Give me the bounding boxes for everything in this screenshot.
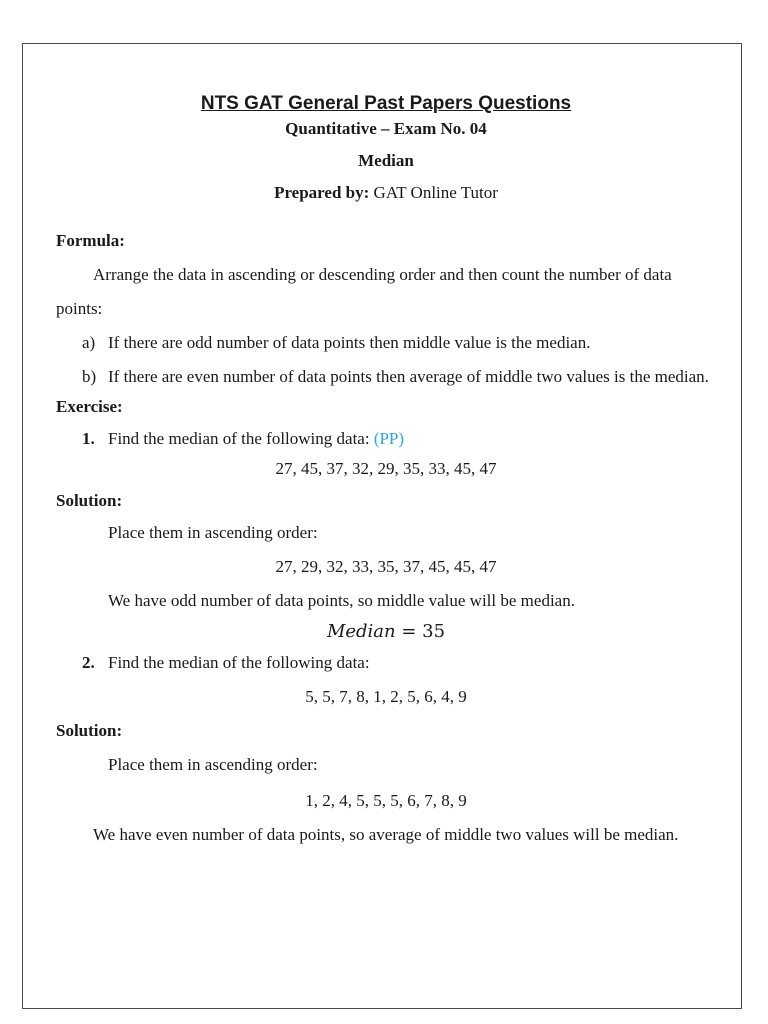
list-item-text: If there are odd number of data points then middle value is the median. [108, 333, 591, 352]
question-1 [56, 424, 716, 454]
question-2-data: 5, 5, 7, 8, 1, 2, 5, 6, 4, 9 [305, 687, 467, 706]
question-number: 1. [82, 429, 95, 448]
past-paper-tag: (PP) [373, 429, 405, 448]
question-text: Find the median of the following data: [108, 653, 370, 672]
formula-heading: Formula: [56, 231, 125, 250]
topic-title: Median [358, 151, 414, 170]
formula-list [56, 326, 716, 394]
document-title: NTS GAT General Past Papers Questions [200, 93, 572, 114]
list-marker: b) [82, 367, 97, 386]
solution-1-step-1: Place them in ascending order: [108, 523, 318, 542]
list-item [56, 326, 716, 360]
solution-2-heading: Solution: [56, 721, 123, 740]
list-item [56, 360, 716, 394]
solution-1-sorted: 27, 29, 32, 33, 35, 37, 45, 45, 47 [275, 557, 497, 576]
prepared-label: Prepared by: [274, 183, 370, 202]
median-equation [56, 616, 716, 648]
document-content [56, 92, 716, 852]
question-1-data: 27, 45, 37, 32, 29, 35, 33, 45, 47 [275, 459, 497, 478]
equation-value: = 35 [395, 621, 446, 642]
question-text: Find the median of the following data: [108, 429, 374, 448]
exam-subtitle: Quantitative – Exam No. 04 [285, 119, 487, 138]
prepared-value: GAT Online Tutor [369, 183, 498, 202]
exercise-heading: Exercise: [56, 397, 123, 416]
document-page [22, 43, 742, 1009]
solution-1-step-2: We have odd number of data points, so middle value will be median. [108, 591, 575, 610]
solution-2-step-1: Place them in ascending order: [108, 755, 318, 774]
solution-2-sorted: 1, 2, 4, 5, 5, 5, 6, 7, 8, 9 [305, 791, 467, 810]
solution-2-step-2: We have even number of data points, so average of middle two values will be median. [93, 825, 679, 844]
question-number: 2. [82, 653, 95, 672]
equation-variable: Median [326, 621, 396, 642]
list-item-text: If there are even number of data points then average of middle two values is the median. [108, 367, 709, 386]
prepared-by [56, 182, 716, 204]
question-2 [56, 648, 716, 678]
formula-intro: Arrange the data in ascending or descending order and then count the number of data points: [56, 265, 672, 318]
solution-1-heading: Solution: [56, 491, 123, 510]
list-marker: a) [82, 333, 96, 352]
